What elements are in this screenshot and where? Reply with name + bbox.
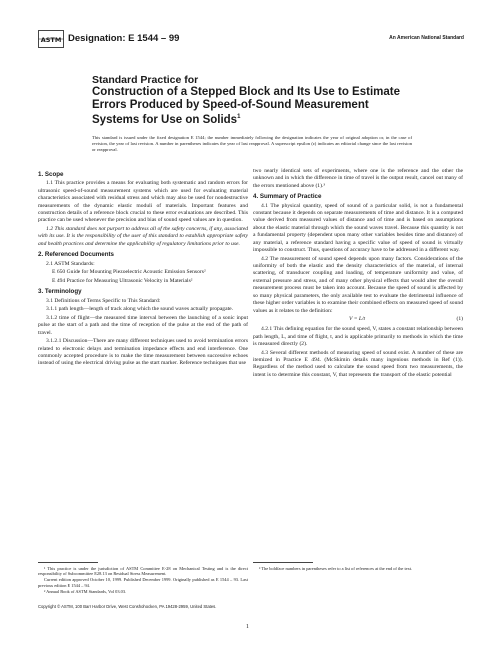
- right-column: [253, 168, 463, 380]
- standard-issue-note: This standard is issued under the fixed designation E 1544; the number immediately following the designation indicates the year of original adoption or, in the case of revision, the year of last revision. A number in parentheses indicates the year of last reapproval. A superscript epsilon (ε) indicates an editorial change since the last revision or reapproval.: [92, 135, 412, 152]
- paragraph-3-1-1: 3.1.1 path length—length of track along which the sound waves actually propagate.: [46, 306, 234, 313]
- equation-1: [253, 316, 463, 324]
- paragraph-1-1: 1.1 This practice provides a means for evaluating both systematic and random errors for ultrasonic speed-of-sound measurement systems which are used for evaluating material characteristics associated with residual stress and which may also be used for nondestructive measurements of the dynamic elastic moduli of materials. Important features and construction details of a reference block crucial to these error evaluations are described. This practice can be used whenever the precision and bias of sound speed values are in question.: [38, 180, 248, 224]
- section-terminology-heading: 3. Terminology: [38, 288, 82, 296]
- paragraph-4-2: 4.2 The measurement of sound speed depends upon many factors. Considerations of the uniformity of both the elastic and the density characteristics of the material, of internal scattering, of transducer coupling and loading, of temperature uniformity and value, of external pressure and stress, and of many other physical effects that would alter the overall measurement process must be taken into account. Because the speed of sound is affected by so many physical parameters, the only available test to evaluate the detrimental influence of these higher order variables is to examine their combined effects on measured speed of sound values as it relates to the definition:: [253, 255, 463, 314]
- footnotes-left: [38, 566, 248, 595]
- paragraph-2-1: 2.1 ASTM Standards:: [46, 260, 95, 267]
- paragraph-1-2: 1.2 This standard does not purport to address all of the safety concerns, if any, associated with its use. It is the responsibility of the user of this standard to establish appropriate safety and health practices and determine the applicability of regulatory limitations prior to use.: [38, 226, 248, 247]
- footnote-1-edition: Current edition approved October 10, 1999. Published December 1999. Originally published as E 1544 – 93. Last previous edition E 1544 – 94.: [38, 577, 248, 588]
- footnote-rule-left: [38, 562, 98, 563]
- page-number: 1: [246, 624, 249, 630]
- paragraph-4-3: 4.3 Several different methods of measuring speed of sound exist. A number of these are itemized in Practice E 494. (McSkimin details many ingenious methods in Ref (1)). Regardless of the method used to calculate the sound speed from two measurements, the intent is to determine this constant, V, that represents the transport of the elastic potential: [253, 349, 463, 378]
- equation-number: (1): [456, 316, 463, 323]
- paragraph-continued: two nearly identical sets of experiments, where one is the reference and the other the unknown and in which the difference in time of travel is the output result, cancel out many of the errors mentioned above (1).³: [253, 168, 463, 189]
- paragraph-3-1-2-1: 3.1.2.1 Discussion—There are many different techniques used to avoid termination errors related to electronic delays and termination impedance effects and end interference. One commonly accepted procedure is to make the time measurement between successive echoes instead of using the electrical driving pulse as the start marker. Reference techniques that use: [38, 338, 248, 367]
- section-summary-heading: 4. Summary of Practice: [253, 193, 322, 201]
- reference-e650: E 650 Guide for Mounting Piezoelectric Acoustic Emission Sensors²: [52, 269, 206, 276]
- footnote-3: ³ The boldface numbers in parentheses refer to a list of references at the end of the text.: [259, 566, 413, 571]
- footnotes-right: [253, 566, 463, 572]
- section-scope-heading: 1. Scope: [38, 171, 64, 178]
- footnote-rule-right: [253, 562, 313, 563]
- paragraph-4-1: 4.1 The physical quantity, speed of sound of a particular solid, is not a fundamental constant because it depends on separate measurements of time and distance. It is a computed value derived from measured values of distance and of time and is based on assumptions about the elastic material through which the sound waves travel. Because this quantity is not a fundamental property (dependent upon many other variables besides time and distance) of any material, a reference standard having a specific value of speed of sound is virtually impossible to construct. Thus, questions of accuracy have to be addressed in a different way.: [253, 202, 463, 254]
- document-title: [92, 74, 412, 126]
- section-referenced-documents-heading: 2. Referenced Documents: [38, 251, 114, 259]
- paragraph-3-1-2: 3.1.2 time of flight—the measured time interval between the launching of a sonic input pulse at the start of a path and the time of reception of the pulse at the end of the path of travel.: [38, 314, 248, 336]
- left-column: [38, 168, 248, 369]
- paragraph-4-2-1: 4.2.1 This defining equation for the sound speed, V, states a constant relationship between path length, L, and time of flight, t, and is applicable primarily to methods in which the time is measured directly (2).: [253, 326, 463, 347]
- title-prefix: Standard Practice for: [92, 74, 199, 86]
- paragraph-3-1: 3.1 Definitions of Terms Specific to This Standard:: [46, 297, 161, 304]
- svg-text:ASTM: ASTM: [40, 36, 62, 44]
- american-national-standard: An American National Standard: [389, 35, 464, 41]
- designation: Designation: E 1544 – 99: [68, 33, 180, 44]
- equation-text: V = L/t: [349, 316, 366, 323]
- reference-e494: E 494 Practice for Measuring Ultrasonic Velocity in Materials²: [52, 277, 193, 284]
- title-main: Construction of a Stepped Block and Its Use to Estimate Errors Produced by Speed-of-Sound Measurement Systems for Use on Solids$^1$: [92, 86, 400, 126]
- footnote-2: ² Annual Book of ASTM Standards, Vol 03.03.: [44, 588, 127, 594]
- copyright-notice: Copyright © ASTM, 100 Barr Harbor Drive, West Conshohocken, PA 19428-2959, United States.: [38, 604, 217, 609]
- astm-logo-icon: [38, 30, 64, 48]
- footnote-1: ¹ This practice is under the jurisdiction of ASTM Committee E-28 on Mechanical Testing and is the direct responsibility of Subcommittee E28.13 on Residual Stress Measurement.: [38, 566, 248, 577]
- page-header: [38, 26, 464, 52]
